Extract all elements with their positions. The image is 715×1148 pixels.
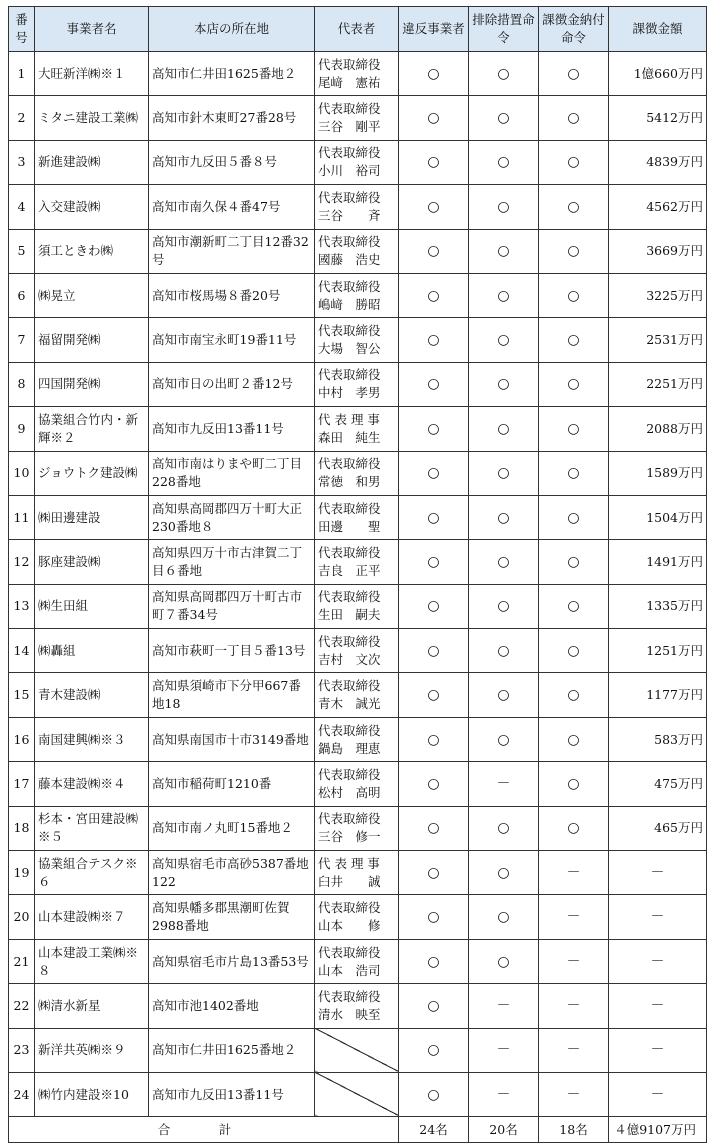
elimination-mark: ○ bbox=[469, 229, 539, 273]
surcharge-amount: 1491万円 bbox=[609, 540, 707, 584]
head-office-address: 高知市日の出町２番12号 bbox=[149, 362, 315, 406]
elimination-mark: ○ bbox=[469, 96, 539, 140]
table-row bbox=[9, 895, 707, 939]
company-name: ㈱清水新星 bbox=[35, 984, 149, 1028]
company-name: ㈱田邊建設 bbox=[35, 495, 149, 539]
row-number: 1 bbox=[9, 52, 35, 96]
head-office-address: 高知市池1402番地 bbox=[149, 984, 315, 1028]
header-surcharge-amount: 課徴金額 bbox=[609, 7, 707, 52]
total-amount: ４億9107万円 bbox=[609, 1117, 707, 1143]
representative-name: 松村 高明 bbox=[318, 784, 381, 800]
surcharge-mark: ○ bbox=[539, 185, 609, 229]
table-row bbox=[9, 629, 707, 673]
representative bbox=[315, 273, 399, 317]
row-number: 9 bbox=[9, 407, 35, 451]
row-number: 16 bbox=[9, 717, 35, 761]
table-row bbox=[9, 495, 707, 539]
table-row bbox=[9, 185, 707, 229]
elimination-mark: ○ bbox=[469, 451, 539, 495]
violation-mark: ○ bbox=[399, 407, 469, 451]
representative-name: 大場 智公 bbox=[318, 341, 381, 357]
elimination-mark: ○ bbox=[469, 185, 539, 229]
representative-title: 代 表 理 事 bbox=[318, 855, 380, 871]
table-row bbox=[9, 540, 707, 584]
violation-mark: ○ bbox=[399, 673, 469, 717]
representative-name: 中村 孝男 bbox=[318, 385, 381, 401]
representative-name: 國藤 浩史 bbox=[318, 252, 381, 268]
header-elimination-order: 排除措置命令 bbox=[469, 7, 539, 52]
table-row bbox=[9, 451, 707, 495]
surcharge-amount: 583万円 bbox=[609, 717, 707, 761]
head-office-address: 高知県四万十市古津賀二丁目６番地 bbox=[149, 540, 315, 584]
elimination-mark: ○ bbox=[469, 584, 539, 628]
surcharge-mark: ○ bbox=[539, 96, 609, 140]
head-office-address: 高知市潮新町二丁目12番32号 bbox=[149, 229, 315, 273]
head-office-address: 高知市南はりまや町二丁目228番地 bbox=[149, 451, 315, 495]
representative-name: 小川 裕司 bbox=[318, 163, 381, 179]
representative-title: 代表取締役 bbox=[318, 145, 381, 161]
representative-name: 生田 嗣夫 bbox=[318, 607, 381, 623]
company-name: ㈱轟組 bbox=[35, 629, 149, 673]
head-office-address: 高知市南宝永町19番11号 bbox=[149, 318, 315, 362]
elimination-mark: ○ bbox=[469, 540, 539, 584]
head-office-address: 高知市萩町一丁目５番13号 bbox=[149, 629, 315, 673]
violation-mark: ○ bbox=[399, 1072, 469, 1116]
violation-mark: ○ bbox=[399, 584, 469, 628]
representative-title: 代表取締役 bbox=[318, 900, 381, 916]
representative-title: 代表取締役 bbox=[318, 988, 381, 1004]
surcharge-amount: 4562万円 bbox=[609, 185, 707, 229]
elimination-mark: ○ bbox=[469, 362, 539, 406]
surcharge-amount: 1251万円 bbox=[609, 629, 707, 673]
company-name: 新進建設㈱ bbox=[35, 140, 149, 184]
header-row bbox=[9, 7, 707, 52]
surcharge-mark: ○ bbox=[539, 362, 609, 406]
surcharge-mark: ○ bbox=[539, 273, 609, 317]
violators-table bbox=[8, 6, 707, 1143]
row-number: 22 bbox=[9, 984, 35, 1028]
representative bbox=[315, 984, 399, 1028]
surcharge-amount: － bbox=[609, 1072, 707, 1116]
violation-mark: ○ bbox=[399, 52, 469, 96]
violation-mark: ○ bbox=[399, 185, 469, 229]
surcharge-amount: 3225万円 bbox=[609, 273, 707, 317]
table-row bbox=[9, 52, 707, 96]
representative bbox=[315, 185, 399, 229]
representative bbox=[315, 52, 399, 96]
elimination-mark: ○ bbox=[469, 939, 539, 983]
surcharge-mark: － bbox=[539, 939, 609, 983]
surcharge-amount: － bbox=[609, 851, 707, 895]
row-number: 3 bbox=[9, 140, 35, 184]
representative bbox=[315, 407, 399, 451]
table-row bbox=[9, 584, 707, 628]
total-label: 合 計 bbox=[9, 1117, 399, 1143]
violation-mark: ○ bbox=[399, 717, 469, 761]
representative-title: 代表取締役 bbox=[318, 589, 381, 605]
representative bbox=[315, 806, 399, 850]
row-number: 4 bbox=[9, 185, 35, 229]
company-name: 藤本建設㈱※４ bbox=[35, 762, 149, 806]
elimination-mark: ○ bbox=[469, 140, 539, 184]
company-name: 杉本・宮田建設㈱※５ bbox=[35, 806, 149, 850]
company-name: ㈱生田組 bbox=[35, 584, 149, 628]
company-name: ミタニ建設工業㈱ bbox=[35, 96, 149, 140]
surcharge-amount: 2251万円 bbox=[609, 362, 707, 406]
representative-name: 鍋島 理恵 bbox=[318, 740, 381, 756]
representative-name: 嶋﨑 勝昭 bbox=[318, 296, 381, 312]
representative bbox=[315, 451, 399, 495]
surcharge-amount: 1335万円 bbox=[609, 584, 707, 628]
surcharge-mark: ○ bbox=[539, 762, 609, 806]
surcharge-mark: ○ bbox=[539, 52, 609, 96]
company-name: 山本建設㈱※７ bbox=[35, 895, 149, 939]
header-no: 番号 bbox=[9, 7, 35, 52]
company-name: 須工ときわ㈱ bbox=[35, 229, 149, 273]
company-name: ㈱竹内建設※10 bbox=[35, 1072, 149, 1116]
total-row bbox=[9, 1117, 707, 1143]
representative-name: 森田 純生 bbox=[318, 429, 381, 445]
surcharge-mark: ○ bbox=[539, 717, 609, 761]
elimination-mark: ○ bbox=[469, 629, 539, 673]
table-row bbox=[9, 140, 707, 184]
surcharge-amount: 3669万円 bbox=[609, 229, 707, 273]
representative bbox=[315, 540, 399, 584]
representative-name: 臼井 誠 bbox=[318, 873, 381, 889]
surcharge-amount: 4839万円 bbox=[609, 140, 707, 184]
elimination-mark: ○ bbox=[469, 318, 539, 362]
surcharge-mark: ○ bbox=[539, 806, 609, 850]
row-number: 10 bbox=[9, 451, 35, 495]
header-surcharge-order: 課徴金納付命令 bbox=[539, 7, 609, 52]
header-violation: 違反事業者 bbox=[399, 7, 469, 52]
total-elimination: 20名 bbox=[469, 1117, 539, 1143]
company-name: 新洋共英㈱※９ bbox=[35, 1028, 149, 1072]
violation-mark: ○ bbox=[399, 96, 469, 140]
representative-title: 代表取締役 bbox=[318, 766, 381, 782]
surcharge-amount: 465万円 bbox=[609, 806, 707, 850]
violation-mark: ○ bbox=[399, 495, 469, 539]
row-number: 19 bbox=[9, 851, 35, 895]
surcharge-mark: － bbox=[539, 851, 609, 895]
representative-title: 代表取締役 bbox=[318, 722, 381, 738]
table-row bbox=[9, 984, 707, 1028]
surcharge-mark: ○ bbox=[539, 584, 609, 628]
representative-empty bbox=[315, 1072, 399, 1116]
company-name: ジョウトク建設㈱ bbox=[35, 451, 149, 495]
violation-mark: ○ bbox=[399, 806, 469, 850]
representative bbox=[315, 851, 399, 895]
representative-name: 山本 浩司 bbox=[318, 962, 381, 978]
elimination-mark: － bbox=[469, 1028, 539, 1072]
violation-mark: ○ bbox=[399, 895, 469, 939]
table-row bbox=[9, 273, 707, 317]
elimination-mark: ○ bbox=[469, 895, 539, 939]
company-name: 入交建設㈱ bbox=[35, 185, 149, 229]
row-number: 18 bbox=[9, 806, 35, 850]
table-row bbox=[9, 762, 707, 806]
elimination-mark: ○ bbox=[469, 717, 539, 761]
row-number: 2 bbox=[9, 96, 35, 140]
representative-title: 代表取締役 bbox=[318, 367, 381, 383]
elimination-mark: ○ bbox=[469, 806, 539, 850]
representative bbox=[315, 229, 399, 273]
violation-mark: ○ bbox=[399, 273, 469, 317]
elimination-mark: ○ bbox=[469, 273, 539, 317]
header-address: 本店の所在地 bbox=[149, 7, 315, 52]
company-name: 大旺新洋㈱※１ bbox=[35, 52, 149, 96]
table-row bbox=[9, 939, 707, 983]
representative bbox=[315, 318, 399, 362]
representative-title: 代表取締役 bbox=[318, 544, 381, 560]
violation-mark: ○ bbox=[399, 984, 469, 1028]
surcharge-mark: ○ bbox=[539, 229, 609, 273]
representative bbox=[315, 584, 399, 628]
surcharge-mark: － bbox=[539, 984, 609, 1028]
head-office-address: 高知市南久保４番47号 bbox=[149, 185, 315, 229]
company-name: 豚座建設㈱ bbox=[35, 540, 149, 584]
table-row bbox=[9, 717, 707, 761]
representative bbox=[315, 362, 399, 406]
head-office-address: 高知県高岡郡四万十町大正230番地８ bbox=[149, 495, 315, 539]
table-row bbox=[9, 229, 707, 273]
violation-mark: ○ bbox=[399, 540, 469, 584]
representative bbox=[315, 495, 399, 539]
violation-mark: ○ bbox=[399, 451, 469, 495]
representative-name: 吉村 文次 bbox=[318, 651, 381, 667]
head-office-address: 高知県高岡郡四万十町古市町７番34号 bbox=[149, 584, 315, 628]
surcharge-mark: ○ bbox=[539, 451, 609, 495]
surcharge-mark: ○ bbox=[539, 673, 609, 717]
representative bbox=[315, 939, 399, 983]
row-number: 5 bbox=[9, 229, 35, 273]
head-office-address: 高知県南国市十市3149番地 bbox=[149, 717, 315, 761]
head-office-address: 高知市仁井田1625番地２ bbox=[149, 52, 315, 96]
violation-mark: ○ bbox=[399, 362, 469, 406]
header-representative: 代表者 bbox=[315, 7, 399, 52]
representative bbox=[315, 717, 399, 761]
representative-title: 代表取締役 bbox=[318, 278, 381, 294]
elimination-mark: － bbox=[469, 984, 539, 1028]
representative bbox=[315, 673, 399, 717]
representative-name: 山本 修 bbox=[318, 918, 381, 934]
surcharge-mark: ○ bbox=[539, 140, 609, 184]
violation-mark: ○ bbox=[399, 140, 469, 184]
surcharge-mark: － bbox=[539, 1028, 609, 1072]
surcharge-mark: ○ bbox=[539, 407, 609, 451]
representative bbox=[315, 762, 399, 806]
representative-title: 代表取締役 bbox=[318, 633, 381, 649]
head-office-address: 高知市仁井田1625番地２ bbox=[149, 1028, 315, 1072]
surcharge-amount: 475万円 bbox=[609, 762, 707, 806]
surcharge-mark: － bbox=[539, 895, 609, 939]
representative bbox=[315, 140, 399, 184]
surcharge-amount: － bbox=[609, 895, 707, 939]
violation-mark: ○ bbox=[399, 851, 469, 895]
representative-name: 三谷 斉 bbox=[318, 207, 381, 223]
representative-title: 代表取締役 bbox=[318, 189, 381, 205]
surcharge-amount: 5412万円 bbox=[609, 96, 707, 140]
representative bbox=[315, 96, 399, 140]
representative bbox=[315, 629, 399, 673]
row-number: 8 bbox=[9, 362, 35, 406]
violation-mark: ○ bbox=[399, 629, 469, 673]
representative-title: 代表取締役 bbox=[318, 500, 381, 516]
table-row bbox=[9, 96, 707, 140]
head-office-address: 高知市稲荷町1210番 bbox=[149, 762, 315, 806]
representative-name: 尾﨑 憲祐 bbox=[318, 74, 381, 90]
table-row bbox=[9, 318, 707, 362]
company-name: 山本建設工業㈱※８ bbox=[35, 939, 149, 983]
representative-name: 常徳 和男 bbox=[318, 474, 381, 490]
representative-empty bbox=[315, 1028, 399, 1072]
violation-mark: ○ bbox=[399, 939, 469, 983]
table-row bbox=[9, 806, 707, 850]
elimination-mark: ○ bbox=[469, 407, 539, 451]
head-office-address: 高知市桜馬場８番20号 bbox=[149, 273, 315, 317]
representative-name: 清水 映至 bbox=[318, 1006, 381, 1022]
representative-title: 代表取締役 bbox=[318, 56, 381, 72]
row-number: 14 bbox=[9, 629, 35, 673]
header-name: 事業者名 bbox=[35, 7, 149, 52]
elimination-mark: － bbox=[469, 762, 539, 806]
row-number: 12 bbox=[9, 540, 35, 584]
row-number: 15 bbox=[9, 673, 35, 717]
head-office-address: 高知市九反田５番８号 bbox=[149, 140, 315, 184]
representative-name: 吉良 正平 bbox=[318, 562, 381, 578]
company-name: 福留開発㈱ bbox=[35, 318, 149, 362]
representative-title: 代表取締役 bbox=[318, 234, 381, 250]
row-number: 7 bbox=[9, 318, 35, 362]
row-number: 23 bbox=[9, 1028, 35, 1072]
representative-title: 代 表 理 事 bbox=[318, 411, 380, 427]
row-number: 11 bbox=[9, 495, 35, 539]
surcharge-mark: － bbox=[539, 1072, 609, 1116]
table-row bbox=[9, 673, 707, 717]
representative-title: 代表取締役 bbox=[318, 323, 381, 339]
representative-title: 代表取締役 bbox=[318, 678, 381, 694]
table-row bbox=[9, 1028, 707, 1072]
head-office-address: 高知市九反田13番11号 bbox=[149, 407, 315, 451]
representative-name: 三谷 剛平 bbox=[318, 119, 381, 135]
company-name: 協業組合竹内・新輝※２ bbox=[35, 407, 149, 451]
representative-name: 青木 誠光 bbox=[318, 696, 381, 712]
row-number: 13 bbox=[9, 584, 35, 628]
head-office-address: 高知市針木東町27番28号 bbox=[149, 96, 315, 140]
representative bbox=[315, 895, 399, 939]
row-number: 17 bbox=[9, 762, 35, 806]
representative-title: 代表取締役 bbox=[318, 944, 381, 960]
elimination-mark: ○ bbox=[469, 673, 539, 717]
surcharge-amount: － bbox=[609, 939, 707, 983]
row-number: 6 bbox=[9, 273, 35, 317]
company-name: 協業組合テスク※６ bbox=[35, 851, 149, 895]
elimination-mark: － bbox=[469, 1072, 539, 1116]
surcharge-amount: 1177万円 bbox=[609, 673, 707, 717]
elimination-mark: ○ bbox=[469, 851, 539, 895]
table-row bbox=[9, 851, 707, 895]
row-number: 20 bbox=[9, 895, 35, 939]
representative-title: 代表取締役 bbox=[318, 811, 381, 827]
head-office-address: 高知県宿毛市高砂5387番地122 bbox=[149, 851, 315, 895]
company-name: 青木建設㈱ bbox=[35, 673, 149, 717]
violation-mark: ○ bbox=[399, 1028, 469, 1072]
surcharge-amount: 2531万円 bbox=[609, 318, 707, 362]
surcharge-amount: 1億660万円 bbox=[609, 52, 707, 96]
violation-mark: ○ bbox=[399, 318, 469, 362]
head-office-address: 高知県宿毛市片島13番53号 bbox=[149, 939, 315, 983]
surcharge-mark: ○ bbox=[539, 629, 609, 673]
surcharge-mark: ○ bbox=[539, 318, 609, 362]
company-name: ㈱晃立 bbox=[35, 273, 149, 317]
company-name: 南国建興㈱※３ bbox=[35, 717, 149, 761]
total-surcharge: 18名 bbox=[539, 1117, 609, 1143]
surcharge-amount: － bbox=[609, 984, 707, 1028]
head-office-address: 高知県幡多郡黒潮町佐賀2988番地 bbox=[149, 895, 315, 939]
surcharge-mark: ○ bbox=[539, 495, 609, 539]
table-row bbox=[9, 407, 707, 451]
representative-title: 代表取締役 bbox=[318, 456, 381, 472]
head-office-address: 高知県須崎市下分甲667番地18 bbox=[149, 673, 315, 717]
representative-name: 田邊 聖 bbox=[318, 518, 381, 534]
total-violation: 24名 bbox=[399, 1117, 469, 1143]
row-number: 24 bbox=[9, 1072, 35, 1116]
surcharge-amount: 1589万円 bbox=[609, 451, 707, 495]
row-number: 21 bbox=[9, 939, 35, 983]
elimination-mark: ○ bbox=[469, 495, 539, 539]
company-name: 四国開発㈱ bbox=[35, 362, 149, 406]
table-row bbox=[9, 362, 707, 406]
table-row bbox=[9, 1072, 707, 1116]
elimination-mark: ○ bbox=[469, 52, 539, 96]
representative-title: 代表取締役 bbox=[318, 101, 381, 117]
surcharge-mark: ○ bbox=[539, 540, 609, 584]
violation-mark: ○ bbox=[399, 762, 469, 806]
surcharge-amount: 1504万円 bbox=[609, 495, 707, 539]
representative-name: 三谷 修一 bbox=[318, 829, 381, 845]
head-office-address: 高知市南ノ丸町15番地２ bbox=[149, 806, 315, 850]
head-office-address: 高知市九反田13番11号 bbox=[149, 1072, 315, 1116]
surcharge-amount: 2088万円 bbox=[609, 407, 707, 451]
violation-mark: ○ bbox=[399, 229, 469, 273]
surcharge-amount: － bbox=[609, 1028, 707, 1072]
